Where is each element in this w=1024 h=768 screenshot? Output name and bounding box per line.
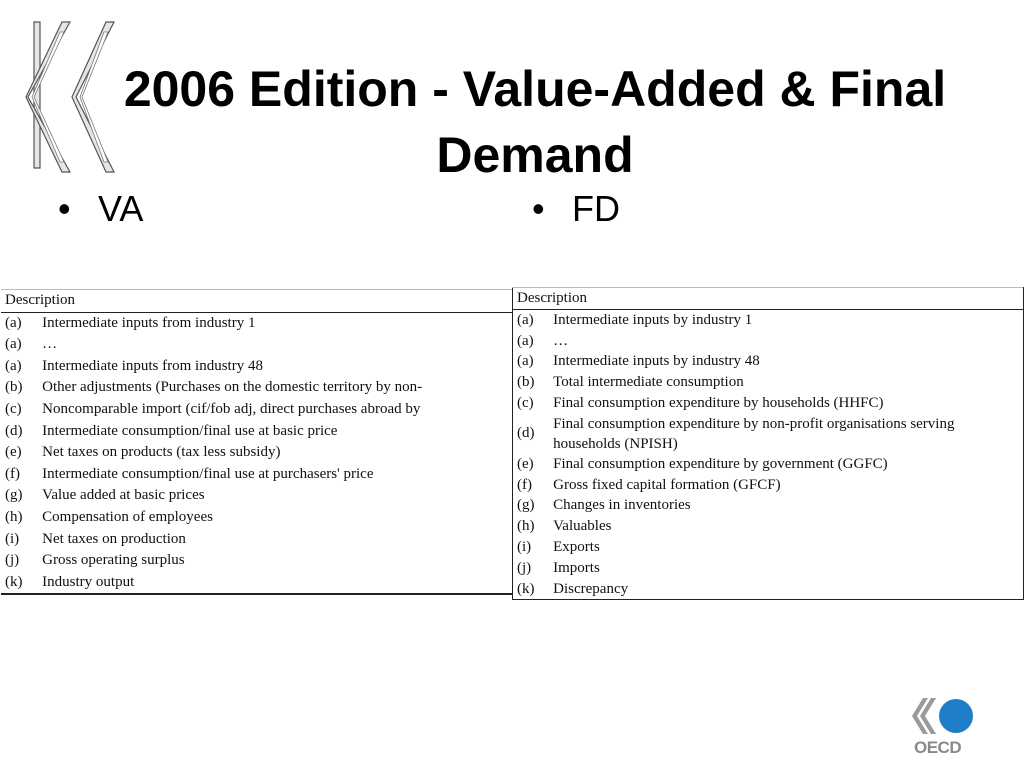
row-code: (g) [5, 487, 23, 504]
table-row [513, 372, 1024, 393]
row-description: Valuables [553, 518, 612, 535]
row-code: (h) [5, 508, 23, 525]
bullet-va-text: VA [98, 188, 144, 229]
row-description: Intermediate inputs from industry 48 [42, 357, 263, 374]
row-code: (d) [5, 422, 23, 439]
row-description: Intermediate inputs by industry 48 [553, 353, 760, 370]
table-row [513, 331, 1024, 352]
row-description: Net taxes on production [42, 530, 186, 547]
table-row [513, 537, 1024, 558]
row-description: Industry output [42, 573, 135, 590]
table-row [1, 399, 513, 421]
fd-table [512, 287, 1024, 600]
table-row [1, 507, 513, 529]
row-code: (a) [5, 357, 22, 374]
row-code: (a) [5, 314, 22, 331]
row-code: (e) [517, 455, 534, 472]
row-code: (j) [517, 559, 532, 576]
table-header-row [513, 288, 1024, 310]
bullet-fd [532, 186, 620, 232]
slide-title: 2006 Edition - Value-Added & Final Demand [123, 61, 947, 183]
row-description: … [553, 332, 569, 349]
row-code: (h) [517, 518, 535, 535]
table-row [513, 351, 1024, 372]
row-code: (k) [517, 580, 535, 597]
table-row [513, 309, 1024, 330]
table-row [1, 312, 513, 334]
row-description: Net taxes on products (tax less subsidy) [42, 444, 281, 461]
table-row [1, 442, 513, 464]
table-row [1, 334, 513, 356]
row-code: (i) [517, 538, 532, 555]
column-header-description: Description [513, 288, 1024, 310]
row-description: Gross operating surplus [42, 552, 185, 569]
row-description: Compensation of employees [42, 508, 213, 525]
bullet-va [58, 186, 143, 232]
bullet-fd-text: FD [572, 188, 620, 229]
row-code: (a) [5, 336, 22, 353]
table-row [1, 356, 513, 378]
row-description: Intermediate consumption/final use at purchasers' price [42, 465, 374, 482]
oecd-circle [939, 699, 973, 733]
row-code: (c) [517, 394, 534, 411]
row-description: Gross fixed capital formation (GFCF) [553, 476, 781, 493]
table-row [513, 579, 1024, 600]
table-row [1, 464, 513, 486]
table-row [1, 529, 513, 551]
table-row [513, 393, 1024, 414]
bullet-marker: • [58, 188, 71, 229]
row-code: (k) [5, 573, 23, 590]
row-code: (g) [517, 497, 535, 514]
row-code: (f) [517, 476, 532, 493]
row-code: (f) [5, 465, 20, 482]
row-description: Changes in inventories [553, 497, 691, 514]
row-code: (a) [517, 353, 534, 370]
table-row [513, 414, 1024, 454]
table-row [1, 550, 513, 572]
row-description: Intermediate inputs by industry 1 [553, 311, 753, 328]
row-code: (d) [517, 425, 535, 442]
row-code: (i) [5, 530, 20, 547]
row-description: Exports [553, 538, 600, 555]
row-code: (e) [5, 444, 22, 461]
row-description: Final consumption expenditure by non-profit organisations serving households (NPISH) [553, 415, 955, 452]
row-description: Discrepancy [553, 580, 629, 597]
row-description: Intermediate inputs from industry 1 [42, 314, 256, 331]
row-code: (c) [5, 400, 22, 417]
row-code: (b) [5, 379, 23, 396]
row-description: Other adjustments (Purchases on the domestic territory by non- [42, 379, 423, 396]
table-row [513, 495, 1024, 516]
row-code: (a) [517, 311, 534, 328]
row-description: … [42, 336, 58, 353]
row-description: Value added at basic prices [42, 487, 205, 504]
table-row [1, 377, 513, 399]
oecd-wordmark: OECD [914, 738, 962, 757]
oecd-chevron-mark [912, 698, 936, 734]
row-description: Final consumption expenditure by government (GGFC) [553, 455, 888, 472]
table-row [1, 485, 513, 507]
row-description: Total intermediate consumption [553, 374, 744, 391]
column-header-description: Description [1, 290, 513, 313]
table-row [513, 558, 1024, 579]
row-description: Intermediate consumption/final use at basic price [42, 422, 338, 439]
oecd-chevrons-decoration [24, 18, 120, 176]
row-description: Imports [553, 559, 600, 576]
row-code: (a) [517, 332, 534, 349]
row-description: Noncomparable import (cif/fob adj, direct purchases abroad by [42, 400, 421, 417]
table-row [513, 475, 1024, 496]
row-code: (j) [5, 552, 20, 569]
table-row [513, 454, 1024, 475]
row-code: (b) [517, 374, 535, 391]
va-table [1, 289, 513, 595]
table-row [513, 516, 1024, 537]
table-header-row [1, 290, 513, 313]
table-row [1, 421, 513, 443]
bullet-marker: • [532, 188, 545, 229]
table-row [1, 572, 513, 595]
row-description: Final consumption expenditure by households (HHFC) [553, 394, 884, 411]
